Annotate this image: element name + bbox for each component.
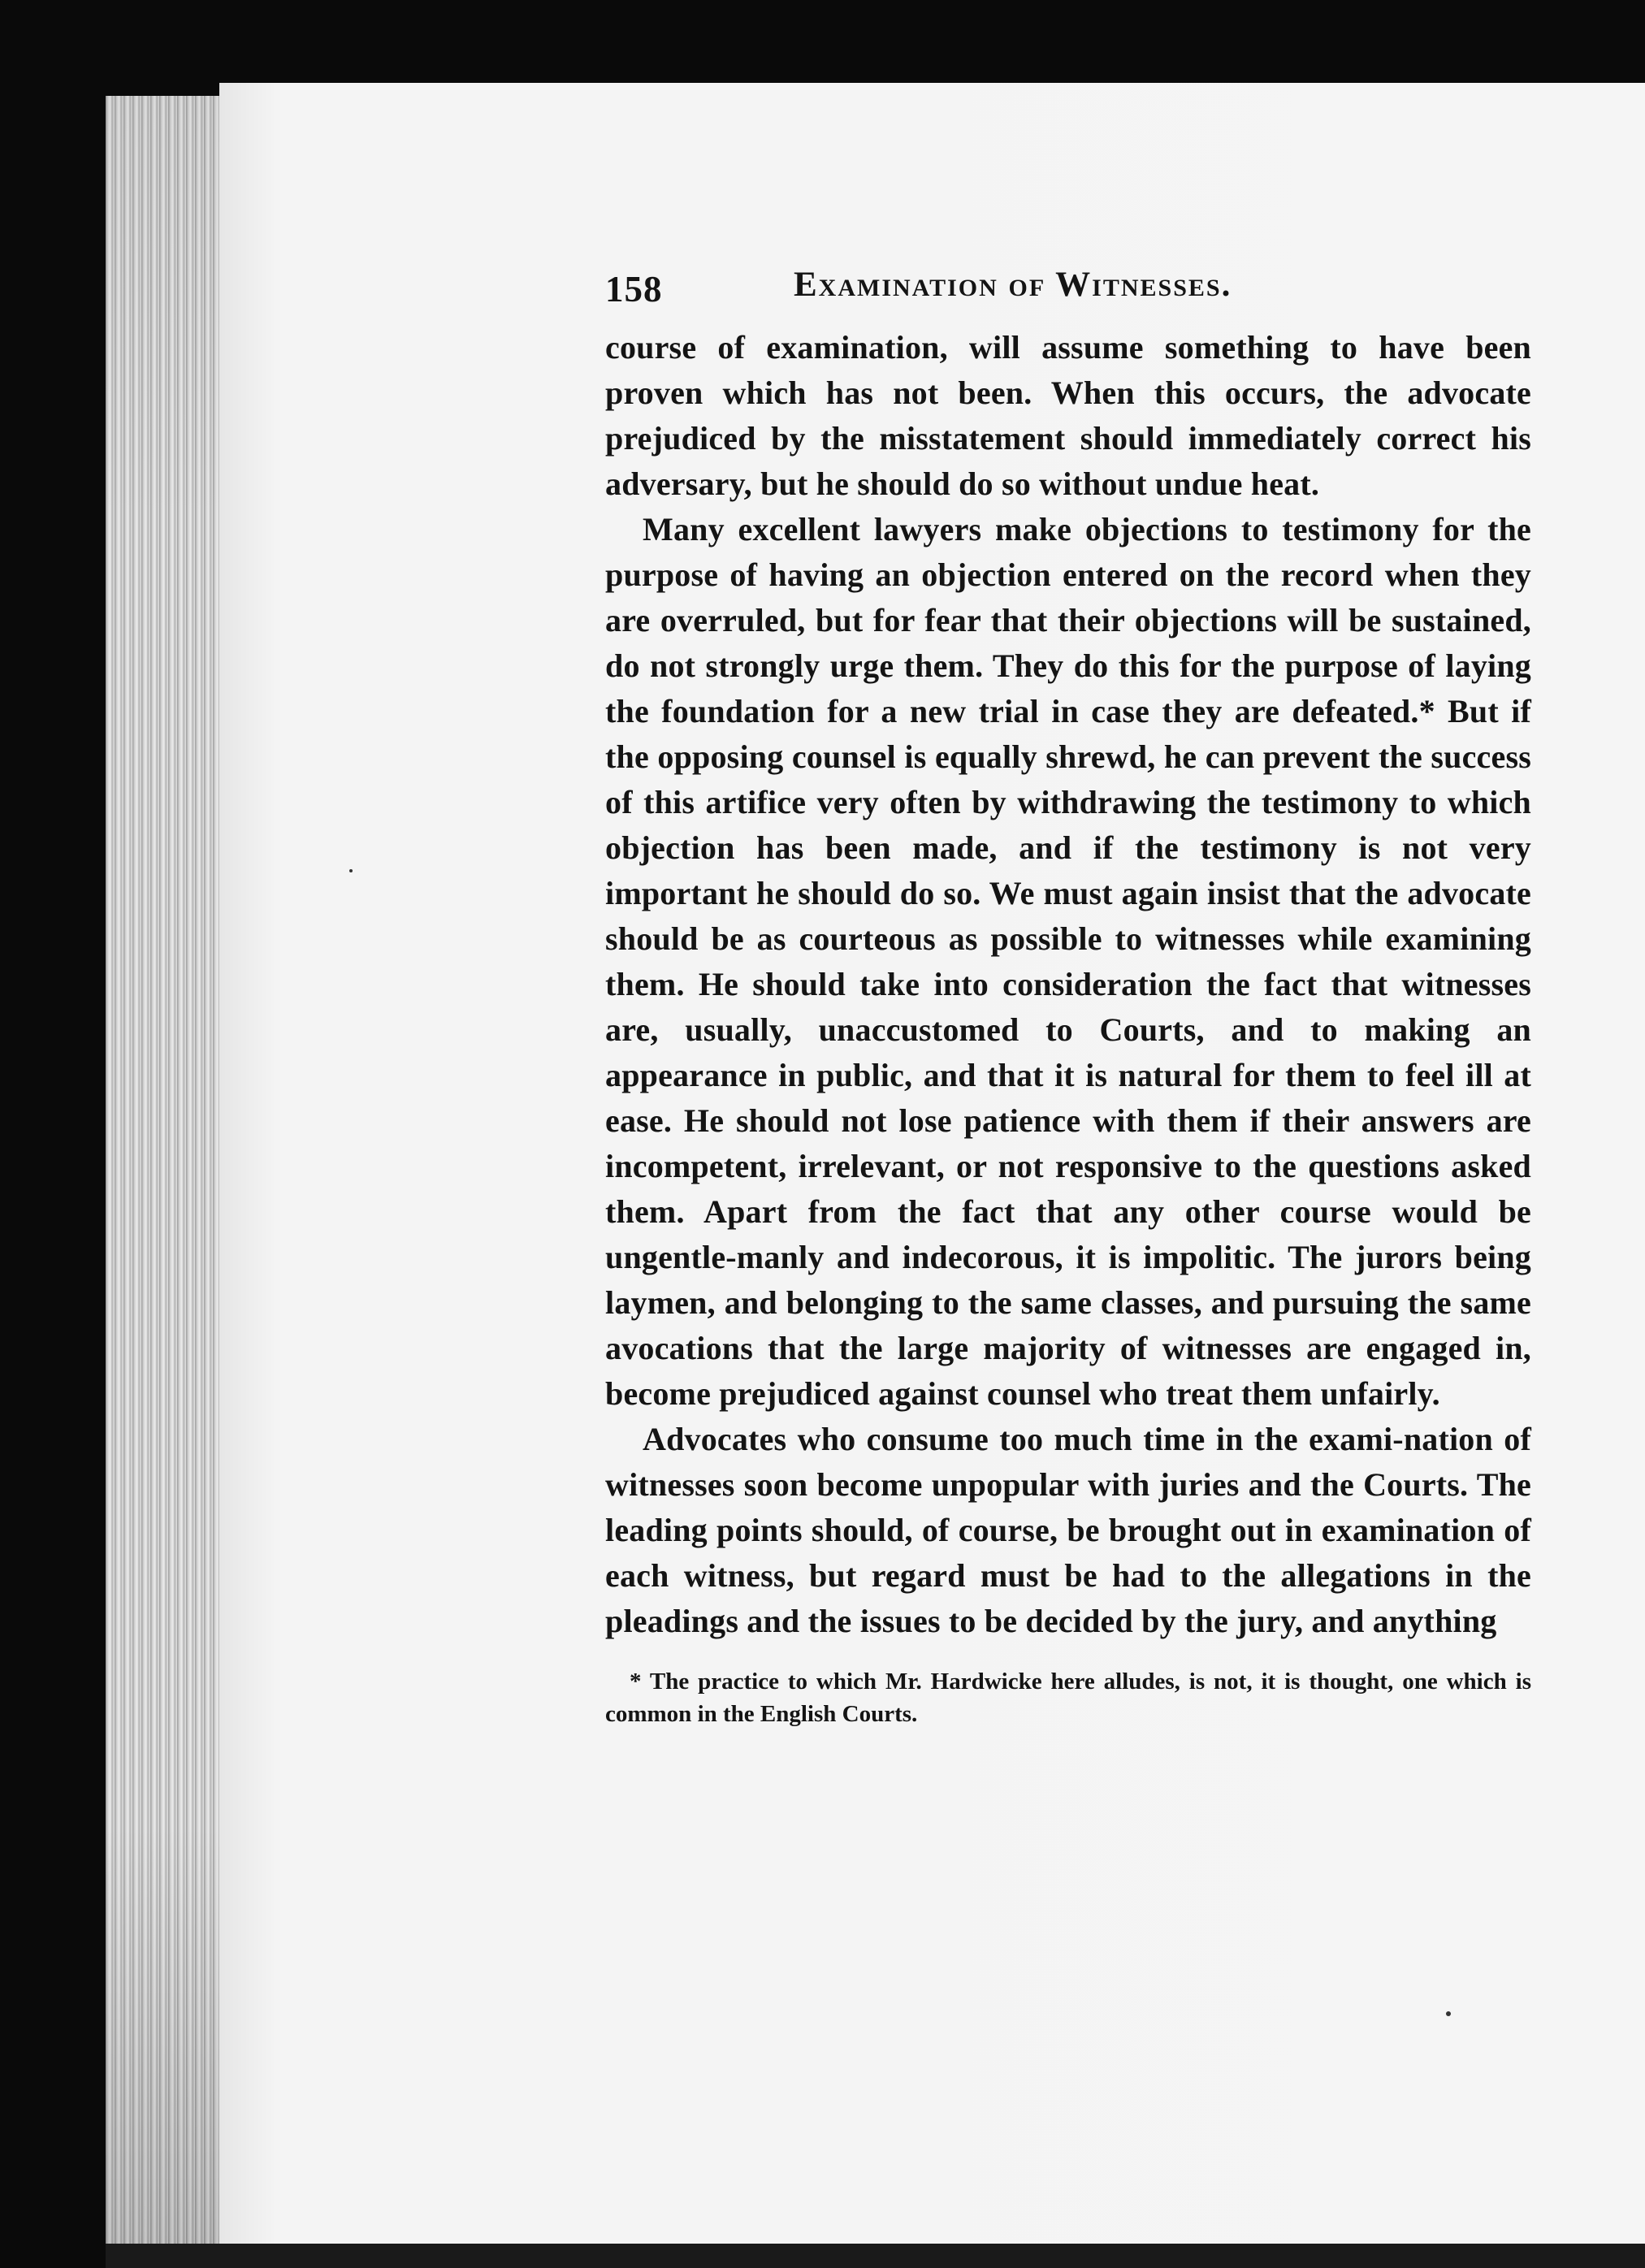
paragraph: course of examination, will assume something to have been proven which has not been. When this occurs, the advocate prejudiced by the misstatement should immediately correct his adversary, but he should do so without undue heat. (605, 329, 1531, 502)
paragraph: Many excellent lawyers make objections to testimony for the purpose of having an objection entered on the record when they are overruled, but for fear that their objections will be sustained, do not strongly urge them. They do this for the purpose of laying the foundation for a new trial in case they are defeated.* But if the opposing counsel is equally shrewd, he can prevent the success of this artifice very often by withdrawing the testimony to which objection has been made, and if the testimony is not very important he should do so. We must again insist that the advocate should be as courteous as possible to witnesses while examining them. He should take into consideration the fact that witnesses are, usually, unaccustomed to Courts, and to making an appearance in public, and that it is natural for them to feel ill at ease. He should not lose patience with them if their answers are incompetent, irrelevant, or not responsive to the questions asked them. Apart from the fact that any other course would be ungentle-manly and indecorous, it is impolitic. The jurors being laymen, and belonging to the same classes, and pursuing the same avocations that the large majority of witnesses are engaged in, become prejudiced against counsel who treat them unfairly. (605, 511, 1531, 1412)
footnote: * The practice to which Mr. Hardwicke here alludes, is not, it is thought, one which is common in the English Courts. (605, 1669, 1531, 1727)
body-text (605, 325, 1531, 1644)
running-title: Examination of Witnesses. (794, 266, 1232, 304)
paragraph: Advocates who consume too much time in the exami-nation of witnesses soon become unpopular with juries and the Courts. The leading points should, of course, be brought out in examination of each witness, but regard must be had to the allegations in the pleadings and the issues to be decided by the jury, and anything (605, 1421, 1531, 1639)
bottom-shadow (106, 2244, 1645, 2268)
running-head (605, 260, 1531, 318)
ink-speck (349, 869, 353, 872)
page-edges (106, 96, 236, 2257)
page-number: 158 (605, 269, 663, 309)
page-content (605, 260, 1531, 1730)
ink-speck (1446, 2011, 1451, 2016)
